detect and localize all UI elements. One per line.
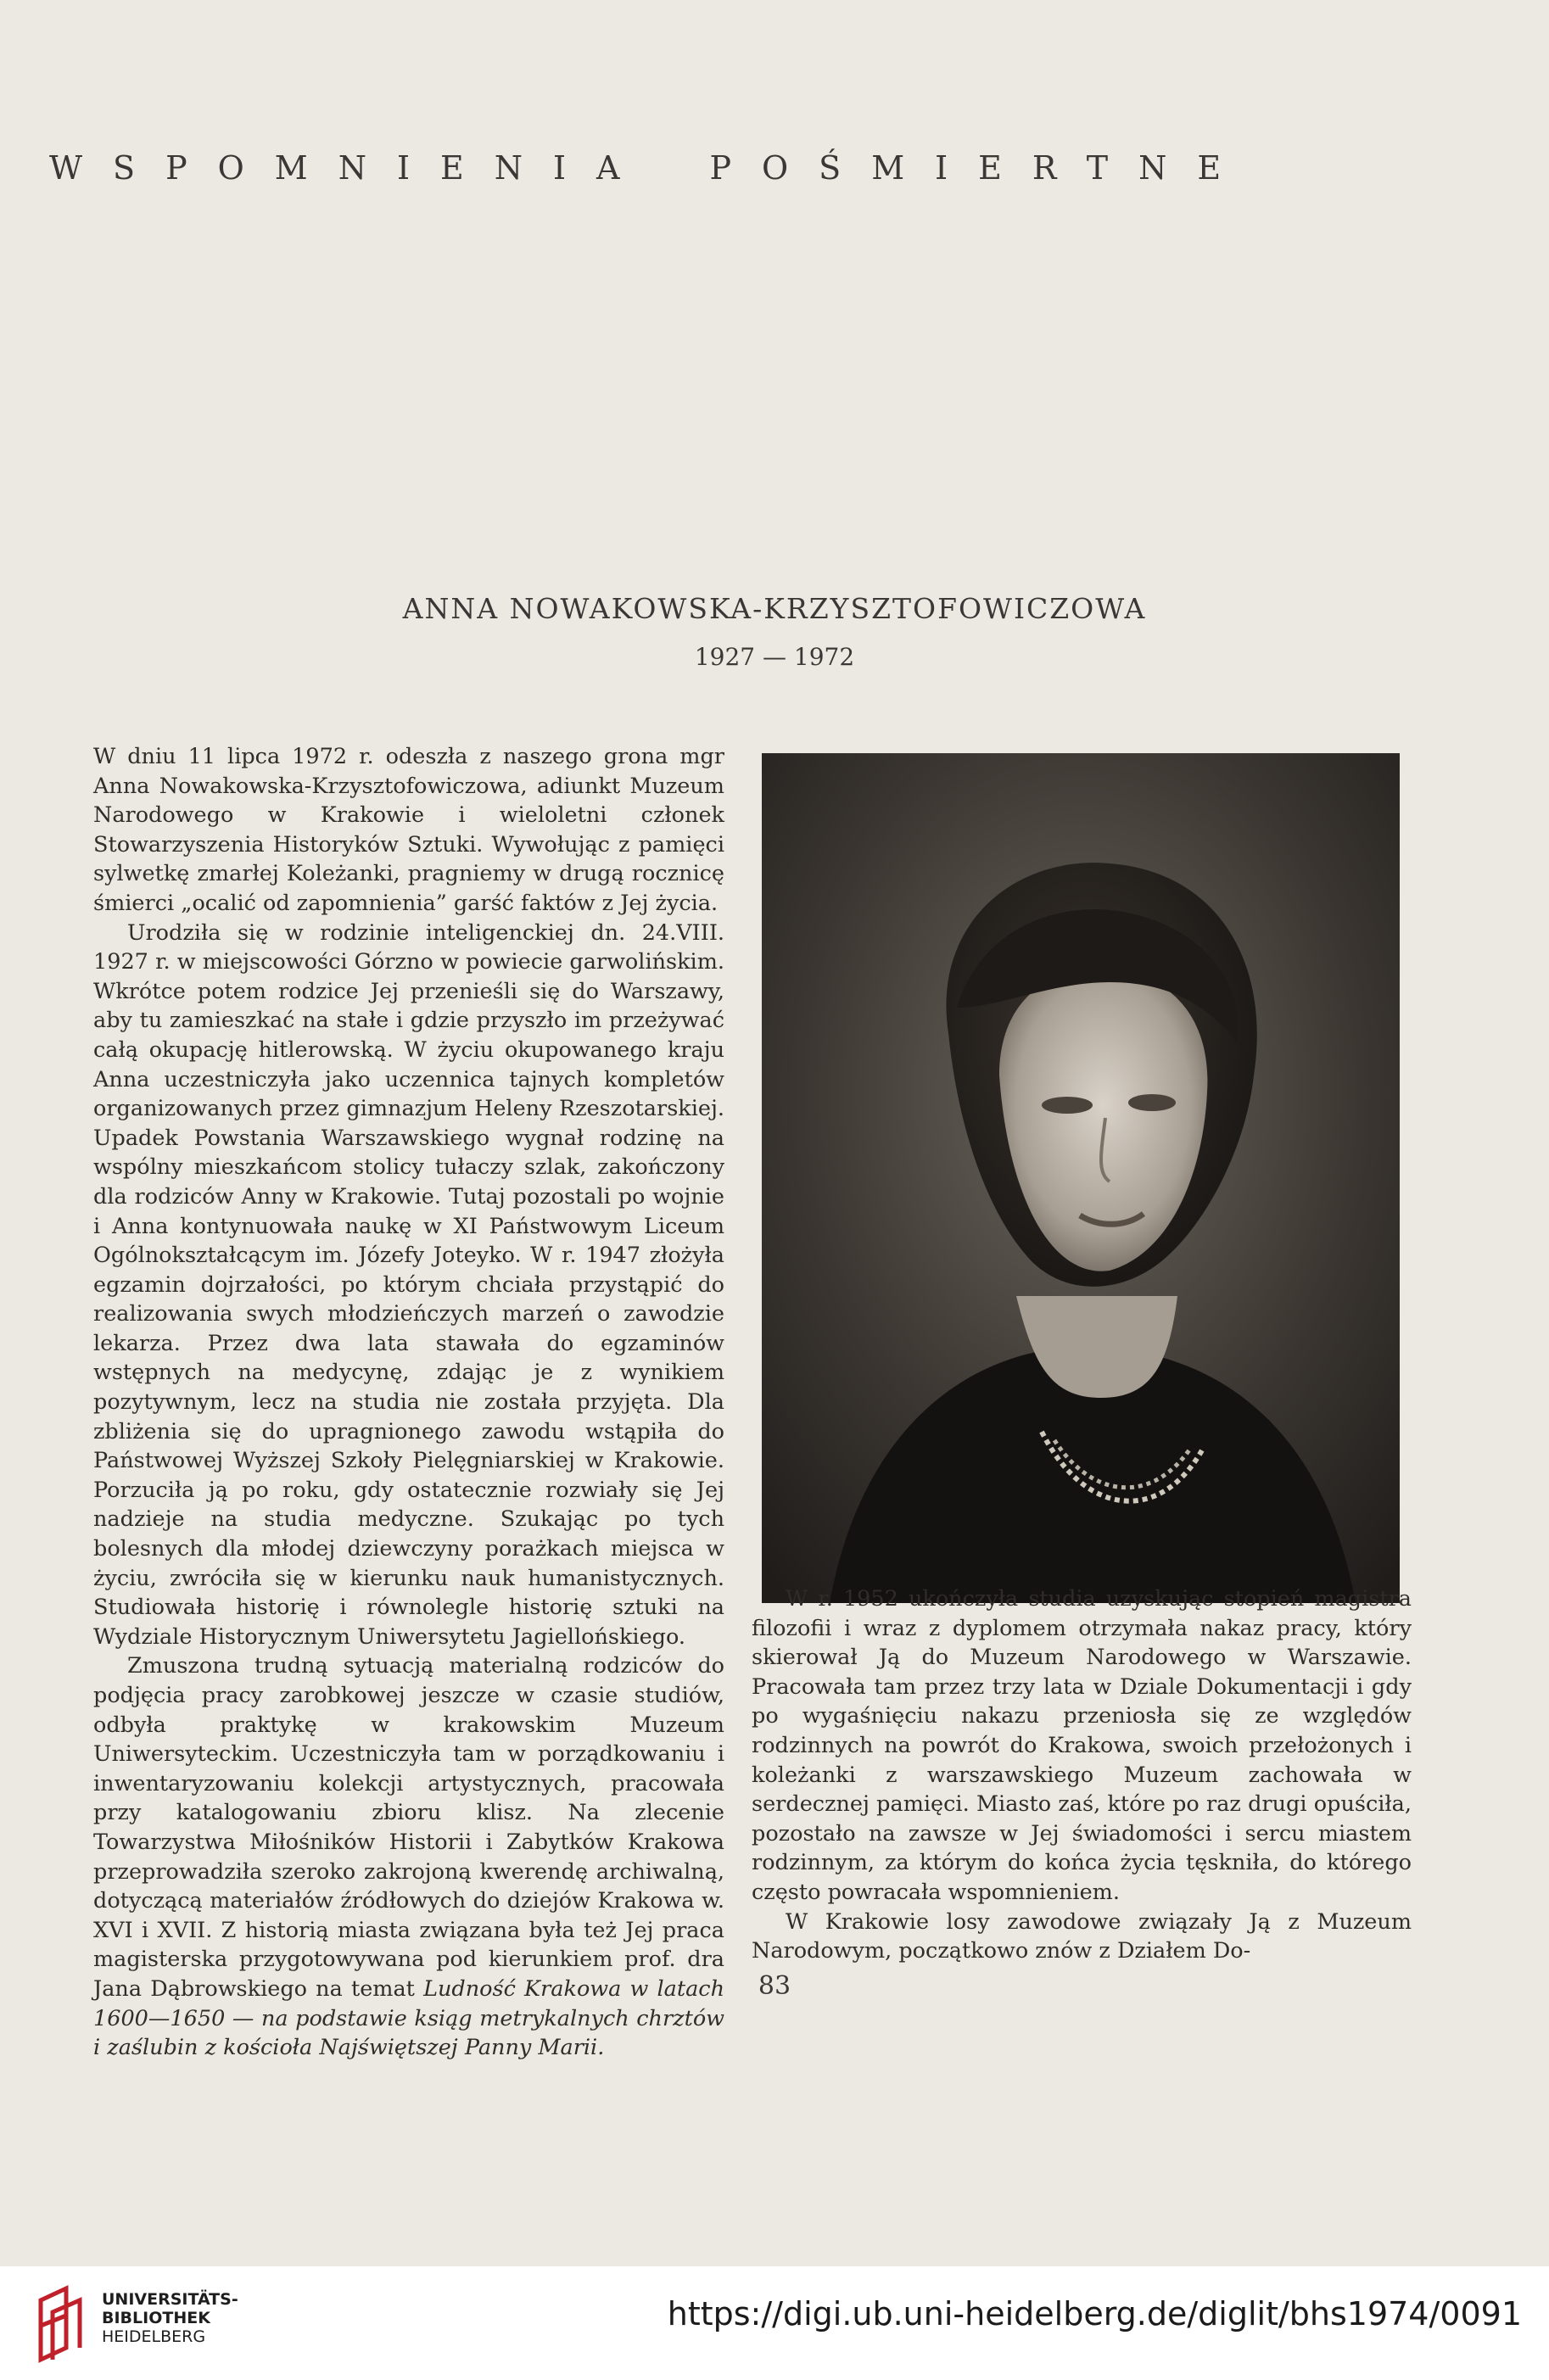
page-number: 83 bbox=[758, 1971, 791, 2001]
thesis-title: Ludność Krakowa w latach 1600—1650 — na podstawie ksiąg metrykalnych chrztów i zaślubin z kościoła Najświętszej Panny Marii. bbox=[93, 1975, 724, 2061]
right-paragraph-1: W r. 1952 ukończyła studia uzyskując stopień magistra filozofii i wraz z dyplomem otrzymała nakaz pracy, który skierował Ją do Muzeum Narodowego w Warszawie. Pracowała tam przez trzy lata w Dziale Dokumentacji i gdy po wygaśnięciu nakazu przeniosła się ze względów rodzinnych na powrót do Krakowa, swoich przełożonych i koleżanki z warszawskiego Muzeum zachowała w serdecznej pamięci. Miasto zaś, które po raz drugi opuściła, pozostało na zawsze w Jej świadomości i sercu miastem rodzinnym, za którym do końca życia tęskniła, do którego często powracała wspomnieniem. bbox=[752, 1586, 1412, 1905]
article-dates: 1927 — 1972 bbox=[694, 643, 855, 671]
library-logo-icon bbox=[32, 2283, 93, 2365]
paragraph-3 bbox=[93, 1651, 724, 2062]
library-name bbox=[102, 2290, 238, 2346]
library-name-line-1: UNIVERSITÄTS- bbox=[102, 2290, 238, 2309]
section-header-word-2: POŚMIERTNE bbox=[709, 149, 1252, 187]
portrait-illustration bbox=[762, 753, 1400, 1603]
right-paragraph-2: W Krakowie losy zawodowe związały Ją z Muzeum Narodowym, początkowo znów z Działem Do- bbox=[752, 1908, 1412, 1964]
source-url-link[interactable]: https://digi.ub.uni-heidelberg.de/diglit/bhs1974/0091 bbox=[667, 2295, 1522, 2333]
portrait-photo bbox=[762, 753, 1400, 1603]
section-header bbox=[49, 149, 1406, 187]
library-name-line-3: HEIDELBERG bbox=[102, 2327, 206, 2346]
left-text-column bbox=[93, 742, 724, 2063]
article-title: ANNA NOWAKOWSKA-KRZYSZTOFOWICZOWA bbox=[402, 592, 1147, 625]
paragraph-2: Urodziła się w rodzinie inteligenckiej dn. 24.VIII. 1927 r. w miejscowości Górzno w powiecie garwolińskim. Wkrótce potem rodzice Jej przenieśli się do Warszawy, aby tu zamieszkać na stałe i gdzie przyszło im przeżywać całą okupację hitlerowską. W życiu okupowanego kraju Anna uczestniczyła jako uczennica tajnych kompletów organizowanych przez gimnazjum Heleny Rzeszotarskiej. Upadek Powstania Warszawskiego wygnał rodzinę na wspólny mieszkańcom stolicy tułaczy szlak, zakończony dla rodziców Anny w Krakowie. Tutaj pozostali po wojnie i Anna kontynuowała naukę w XI Państwowym Liceum Ogólnokształcącym im. Józefy Joteyko. W r. 1947 złożyła egzamin dojrzałości, po którym chciała przystąpić do realizowania swych młodzieńczych marzeń o zawodzie lekarza. Przez dwa lata stawała do egzaminów wstępnych na medycynę, zdając je z wynikiem pozytywnym, lecz na studia nie została przyjęta. Dla zbliżenia się do upragnionego zawodu wstąpiła do Państwowej Wyższej Szkoły Pielęgniarskiej w Krakowie. Porzuciła ją po roku, gdy ostatecznie rozwiały się Jej nadzieje na studia medyczne. Szukając po tych bolesnych dla młodej dziewczyny porażkach miejsca w życiu, zwróciła się w kierunku nauk humanistycznych. Studiowała historię i równolegle historię sztuki na Wydziale Historycznym Uniwersytetu Jagiellońskiego. bbox=[93, 919, 724, 1650]
library-name-line-2: BIBLIOTHEK bbox=[102, 2309, 210, 2327]
paragraph-3-text: Zmuszona trudną sytuacją materialną rodziców do podjęcia pracy zarobkowej jeszcze w czasie studiów, odbyła praktykę w krakowskim Muzeum Uniwersyteckim. Uczestniczyła tam w porządkowaniu i inwentaryzowaniu kolekcji artystycznych, pracowała przy katalogowaniu zbioru klisz. Na zlecenie Towarzystwa Miłośników Historii i Zabytków Krakowa przeprowadziła szeroko zakrojoną kwerendę archiwalną, dotyczącą materiałów źródłowych do dziejów Krakowa w. XVI i XVII. Z historią miasta związana była też Jej praca magisterska przygotowywana pod kierunkiem prof. dra Jana Dąbrowskiego na temat bbox=[93, 1653, 724, 2002]
paragraph-1: W dniu 11 lipca 1972 r. odeszła z naszego grona mgr Anna Nowakowska-Krzysztofowiczowa, adiunkt Muzeum Narodowego w Krakowie i wieloletni członek Stowarzyszenia Historyków Sztuki. Wywołując z pamięci sylwetkę zmarłej Koleżanki, pragniemy w drugą rocznicę śmierci „ocalić od zapomnienia” garść faktów z Jej życia. bbox=[93, 744, 724, 916]
right-text-column bbox=[752, 1584, 1412, 1966]
section-header-word-1: WSPOMNIENIA bbox=[49, 149, 651, 187]
